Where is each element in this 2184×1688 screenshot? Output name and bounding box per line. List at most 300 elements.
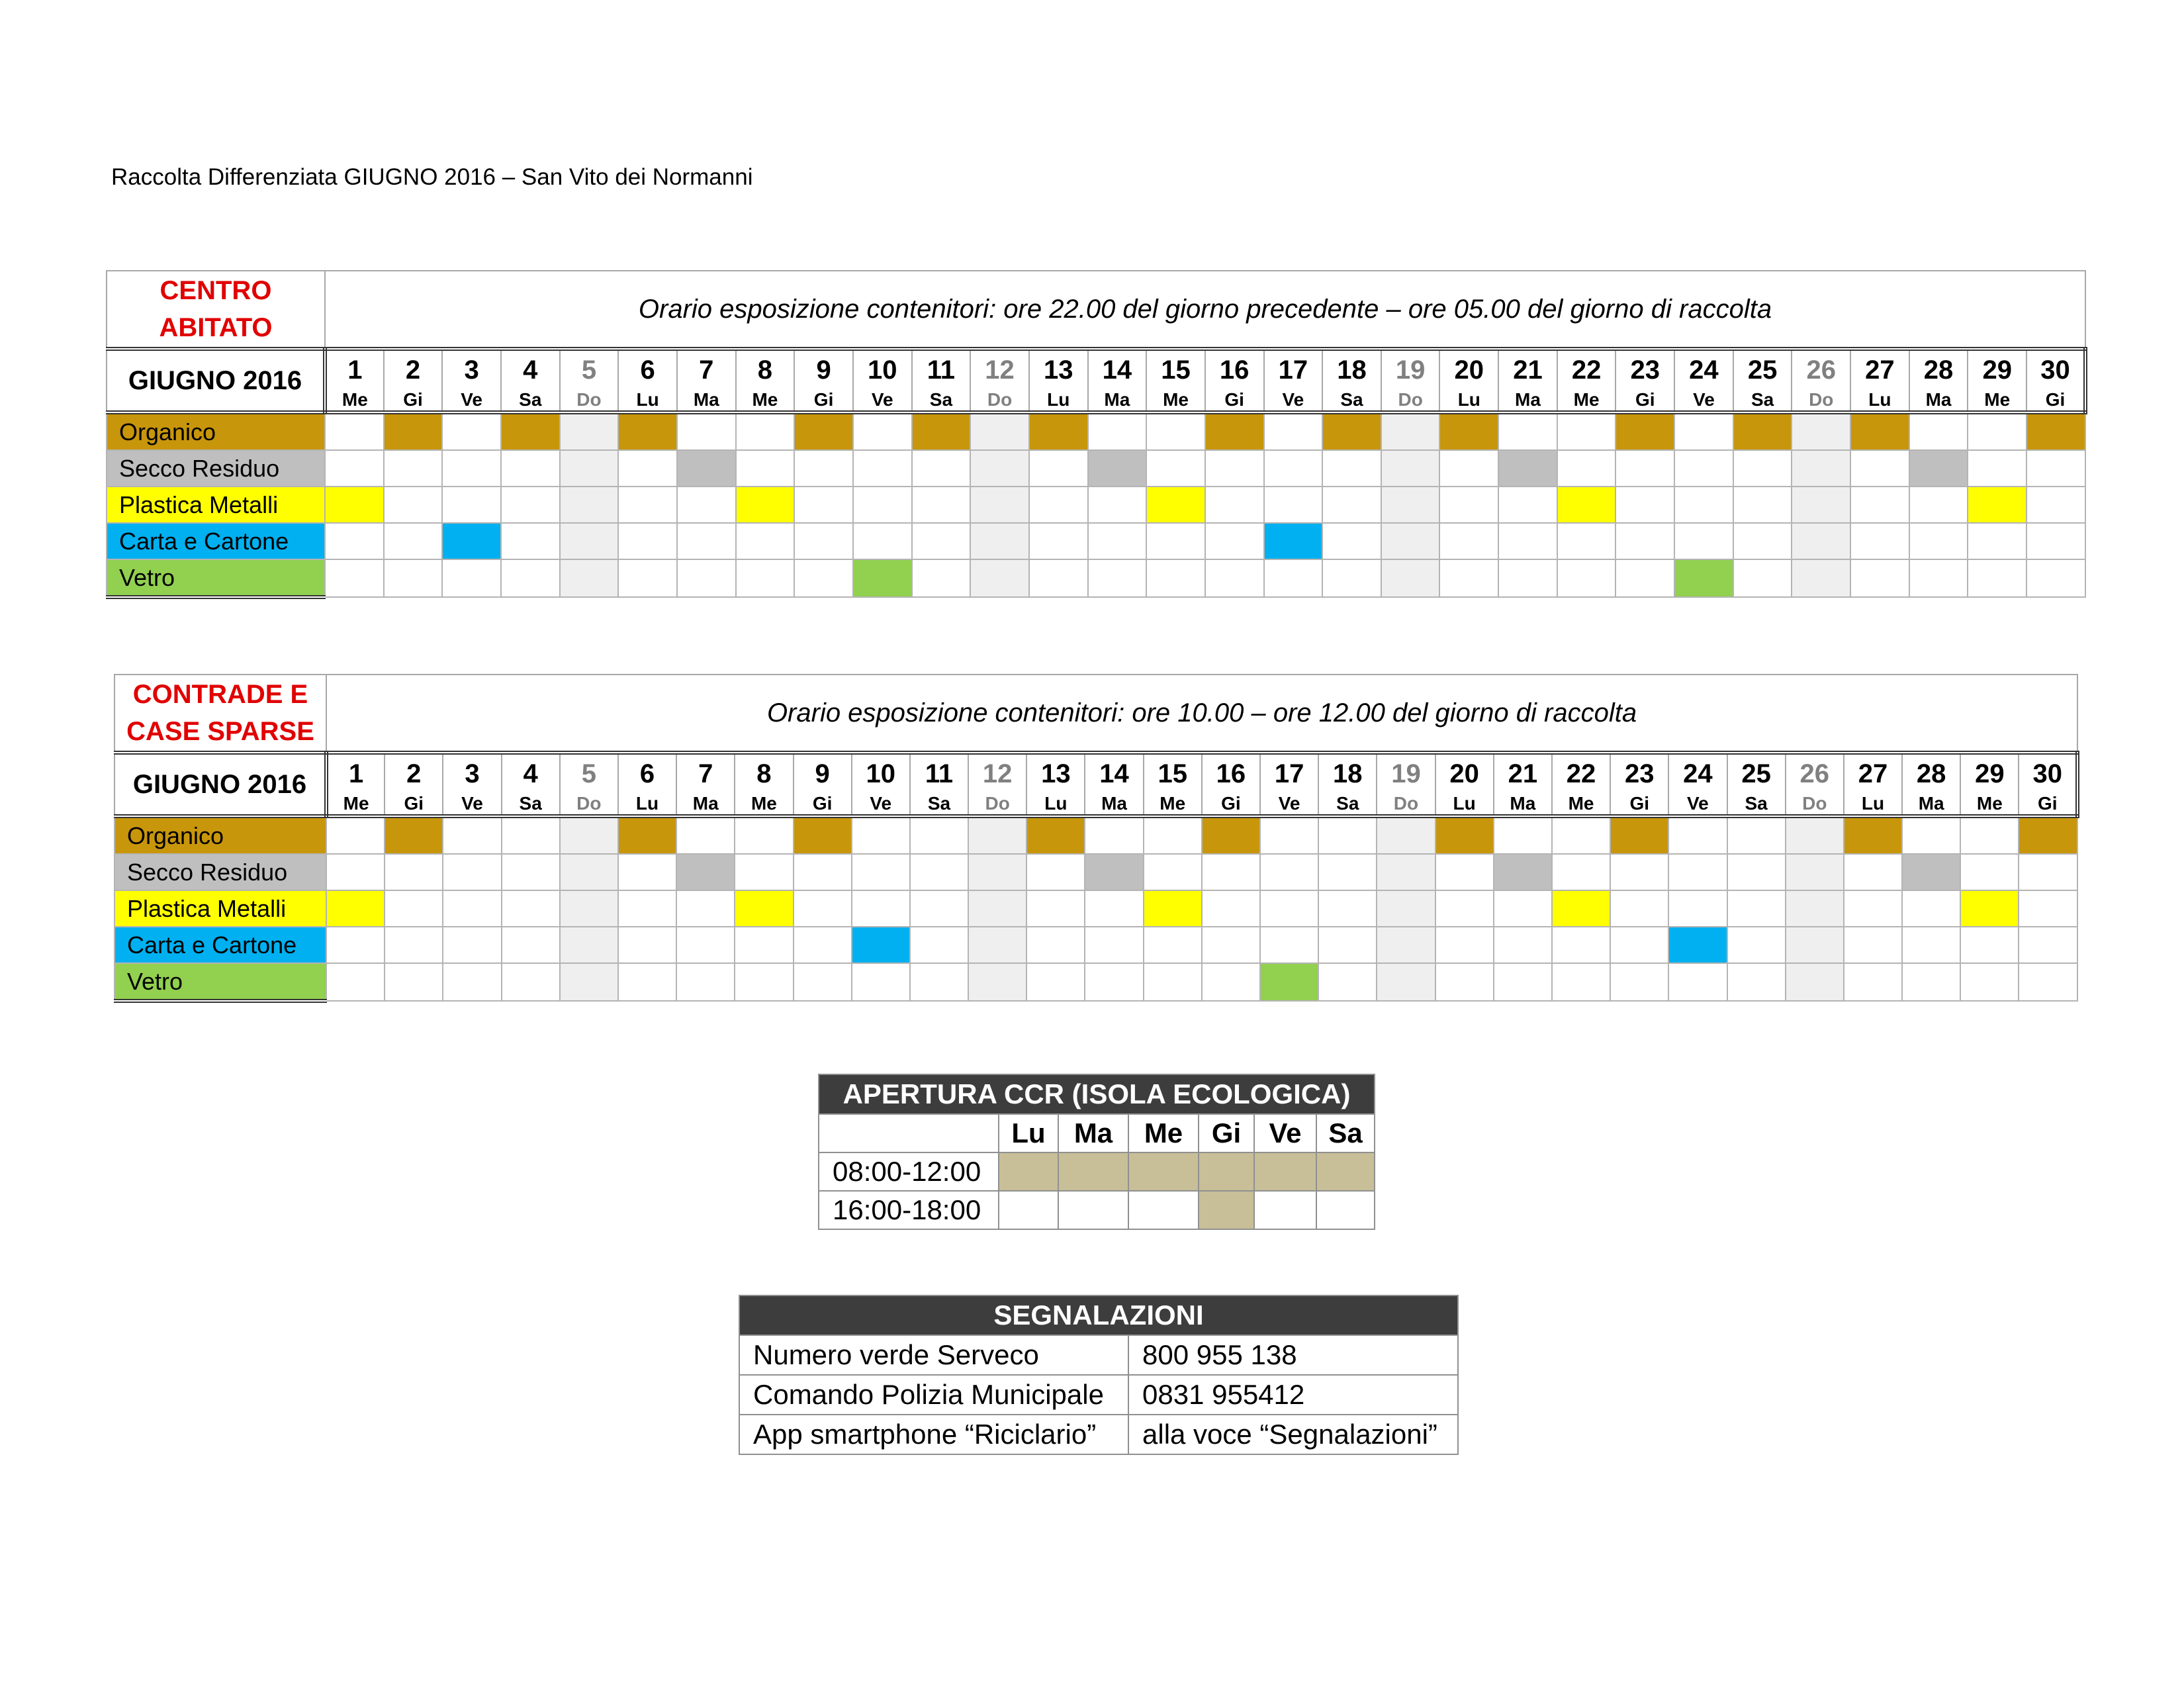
day-number: 12 — [970, 349, 1029, 389]
collection-day-cell — [1026, 816, 1085, 854]
calendar-cell — [1088, 559, 1147, 597]
weekday-label: Gi — [1205, 389, 1264, 412]
calendar-cell — [1552, 816, 1610, 854]
day-number: 11 — [910, 753, 968, 793]
day-number: 24 — [1668, 753, 1727, 793]
calendar-cell — [384, 523, 443, 559]
day-number: 24 — [1674, 349, 1733, 389]
calendar-cell — [1381, 412, 1440, 450]
weekday-label: Lu — [1026, 793, 1085, 816]
collection-day-cell — [852, 927, 910, 963]
day-number: 16 — [1202, 753, 1260, 793]
calendar-cell — [1615, 559, 1674, 597]
day-number: 9 — [794, 349, 853, 389]
calendar-cell — [1318, 927, 1377, 963]
weekday-label: Lu — [618, 793, 676, 816]
collection-day-cell — [1960, 890, 2019, 927]
calendar-cell — [910, 927, 968, 963]
calendar-cell — [1318, 963, 1377, 1001]
calendar-cell — [501, 450, 560, 487]
calendar-cell — [2019, 963, 2077, 1001]
collection-day-cell — [501, 412, 560, 450]
day-number: 22 — [1557, 349, 1616, 389]
day-number: 21 — [1498, 349, 1557, 389]
calendar-cell — [1205, 559, 1264, 597]
day-number: 15 — [1146, 349, 1205, 389]
collection-day-cell — [1085, 854, 1143, 890]
category-row — [107, 523, 2085, 559]
calendar-cell — [1786, 963, 1844, 1001]
calendar-cell — [1377, 963, 1435, 1001]
day-number: 8 — [736, 349, 795, 389]
calendar-cell — [736, 559, 795, 597]
calendar-cell — [1381, 487, 1440, 523]
calendar-cell — [794, 523, 853, 559]
day-number: 20 — [1439, 349, 1498, 389]
calendar-cell — [968, 854, 1026, 890]
calendar-cell — [968, 963, 1026, 1001]
zone-title-line-2: CASE SPARSE — [126, 717, 314, 746]
calendar-cell — [2026, 450, 2085, 487]
day-number: 7 — [676, 753, 735, 793]
calendar-cell — [1615, 487, 1674, 523]
calendar-cell — [1435, 890, 1494, 927]
day-number: 28 — [1909, 349, 1968, 389]
calendar-cell — [677, 412, 736, 450]
collection-day-cell — [736, 487, 795, 523]
calendar-cell — [677, 559, 736, 597]
weekday-label: Ve — [1668, 793, 1727, 816]
calendar-cell — [1727, 963, 1786, 1001]
calendar-cell — [970, 487, 1029, 523]
calendar-cell — [1557, 523, 1616, 559]
calendar-cell — [443, 854, 501, 890]
calendar-cell — [912, 487, 971, 523]
ccr-closed-cell — [999, 1191, 1058, 1229]
weekday-label: Sa — [1318, 793, 1377, 816]
day-number: 13 — [1026, 753, 1085, 793]
calendar-cell — [794, 927, 852, 963]
collection-day-cell — [326, 890, 385, 927]
collection-day-cell — [1088, 450, 1147, 487]
calendar-cell — [442, 487, 501, 523]
calendar-cell — [1205, 487, 1264, 523]
collection-day-cell — [2019, 816, 2077, 854]
ccr-closed-cell — [1058, 1191, 1128, 1229]
category-label: Vetro — [114, 963, 326, 1001]
category-label: Carta e Cartone — [107, 523, 325, 559]
calendar-cell — [502, 927, 560, 963]
collection-day-cell — [1202, 816, 1260, 854]
category-label: Plastica Metalli — [107, 487, 325, 523]
calendar-cell — [560, 412, 619, 450]
ccr-day-label: Lu — [999, 1114, 1058, 1152]
day-number: 25 — [1733, 349, 1792, 389]
calendar-cell — [1674, 450, 1733, 487]
ccr-open-cell — [1199, 1191, 1254, 1229]
calendar-cell — [1377, 890, 1435, 927]
weekday-label: Me — [1144, 793, 1202, 816]
collection-day-cell — [676, 854, 735, 890]
calendar-cell — [1844, 890, 1902, 927]
calendar-cell — [1786, 890, 1844, 927]
calendar-cell — [853, 412, 912, 450]
calendar-cell — [1494, 890, 1552, 927]
day-number: 19 — [1381, 349, 1440, 389]
calendar-cell — [560, 963, 618, 1001]
calendar-cell — [910, 854, 968, 890]
calendar-cell — [2026, 523, 2085, 559]
collection-day-cell — [794, 412, 853, 450]
calendar-cell — [560, 927, 618, 963]
category-row — [107, 559, 2085, 597]
calendar-cell — [326, 854, 385, 890]
weekday-label: Gi — [2019, 793, 2077, 816]
ccr-time-slot: 08:00-12:00 — [819, 1152, 999, 1191]
day-number: 4 — [501, 349, 560, 389]
weekday-label: Lu — [1439, 389, 1498, 412]
weekday-label: Ma — [1494, 793, 1552, 816]
calendar-cell — [1322, 450, 1381, 487]
day-number: 1 — [325, 349, 384, 389]
ccr-open-cell — [999, 1152, 1058, 1191]
calendar-cell — [1674, 523, 1733, 559]
calendar-cell — [1960, 816, 2019, 854]
collection-day-cell — [1968, 487, 2026, 523]
calendar-cell — [1439, 487, 1498, 523]
calendar-cell — [1377, 854, 1435, 890]
weekday-label: Ma — [1498, 389, 1557, 412]
collection-day-cell — [1205, 412, 1264, 450]
month-label: GIUGNO 2016 — [107, 349, 325, 412]
calendar-cell — [385, 890, 443, 927]
ccr-day-label: Me — [1128, 1114, 1199, 1152]
collection-day-cell — [1557, 487, 1616, 523]
weekday-label: Sa — [1733, 389, 1792, 412]
calendar-cell — [618, 927, 676, 963]
zone-title — [114, 675, 326, 753]
calendar-cell — [736, 412, 795, 450]
segnalazioni-table — [739, 1295, 1459, 1455]
calendar-cell — [384, 559, 443, 597]
calendar-cell — [677, 523, 736, 559]
calendar-cell — [1668, 963, 1727, 1001]
calendar-cell — [385, 927, 443, 963]
collection-day-cell — [1264, 523, 1323, 559]
calendar-cell — [676, 963, 735, 1001]
calendar-cell — [501, 559, 560, 597]
ccr-open-cell — [1058, 1152, 1128, 1191]
category-label: Vetro — [107, 559, 325, 597]
day-number: 22 — [1552, 753, 1610, 793]
calendar-cell — [502, 890, 560, 927]
calendar-cell — [1377, 927, 1435, 963]
calendar-cell — [2019, 890, 2077, 927]
calendar-cell — [1264, 559, 1323, 597]
calendar-cell — [1439, 523, 1498, 559]
calendar-cell — [1146, 559, 1205, 597]
zone-title-line-1: CENTRO — [159, 276, 272, 305]
weekday-label: Ma — [676, 793, 735, 816]
calendar-cell — [1733, 450, 1792, 487]
category-label: Carta e Cartone — [114, 927, 326, 963]
calendar-cell — [325, 523, 384, 559]
calendar-cell — [1844, 927, 1902, 963]
ccr-day-label: Gi — [1199, 1114, 1254, 1152]
collection-day-cell — [912, 412, 971, 450]
calendar-cell — [1088, 523, 1147, 559]
calendar-cell — [1494, 927, 1552, 963]
weekday-label: Me — [1146, 389, 1205, 412]
collection-day-cell — [1435, 816, 1494, 854]
calendar-cell — [1792, 450, 1850, 487]
category-row — [114, 816, 2077, 854]
calendar-cell — [1029, 450, 1088, 487]
day-number: 29 — [1960, 753, 2019, 793]
calendar-cell — [618, 963, 676, 1001]
calendar-cell — [794, 890, 852, 927]
day-number: 10 — [852, 753, 910, 793]
calendar-cell — [794, 487, 853, 523]
day-number: 30 — [2019, 753, 2077, 793]
day-number: 25 — [1727, 753, 1786, 793]
calendar-cell — [1557, 559, 1616, 597]
calendar-cell — [325, 412, 384, 450]
category-row — [107, 487, 2085, 523]
calendar-cell — [1085, 963, 1143, 1001]
calendar-cell — [1264, 412, 1323, 450]
category-row — [114, 854, 2077, 890]
calendar-cell — [970, 523, 1029, 559]
calendar-cell — [1850, 487, 1909, 523]
day-number: 23 — [1610, 753, 1668, 793]
calendar-cell — [2026, 559, 2085, 597]
collection-day-cell — [1029, 412, 1088, 450]
calendar-cell — [1786, 927, 1844, 963]
month-label: GIUGNO 2016 — [114, 753, 326, 816]
category-row — [114, 890, 2077, 927]
calendar-cell — [443, 816, 501, 854]
weekday-label: Do — [1786, 793, 1844, 816]
calendar-cell — [442, 450, 501, 487]
weekday-label: Gi — [385, 793, 443, 816]
calendar-cell — [1205, 450, 1264, 487]
calendar-cell — [1902, 890, 1960, 927]
weekday-label: Me — [1960, 793, 2019, 816]
ccr-opening-hours — [818, 1074, 1375, 1230]
weekday-label: Ve — [1260, 793, 1318, 816]
calendar-cell — [1552, 963, 1610, 1001]
segnalazioni-label: App smartphone “Riciclario” — [739, 1415, 1128, 1454]
day-number: 27 — [1850, 349, 1909, 389]
calendar-cell — [1960, 963, 2019, 1001]
calendar-cell — [560, 816, 618, 854]
calendar-cell — [852, 854, 910, 890]
calendar-cell — [1727, 816, 1786, 854]
calendar-cell — [1322, 523, 1381, 559]
calendar-cell — [1144, 854, 1202, 890]
calendar-cell — [1727, 854, 1786, 890]
collection-day-cell — [1909, 450, 1968, 487]
ccr-slot-row — [819, 1191, 1375, 1229]
calendar-cell — [1850, 450, 1909, 487]
calendar-cell — [1902, 816, 1960, 854]
calendar-cell — [1026, 963, 1085, 1001]
weekday-label: Lu — [1850, 389, 1909, 412]
calendar-cell — [1435, 927, 1494, 963]
calendar-cell — [1557, 412, 1616, 450]
day-number: 5 — [560, 349, 619, 389]
calendar-cell — [1377, 816, 1435, 854]
day-number: 19 — [1377, 753, 1435, 793]
collection-day-cell — [618, 412, 677, 450]
document-title: Raccolta Differenziata GIUGNO 2016 – San Vito dei Normanni — [111, 164, 753, 190]
weekday-label: Ma — [1085, 793, 1143, 816]
calendar-cell — [676, 816, 735, 854]
calendar-cell — [618, 890, 676, 927]
day-number: 4 — [502, 753, 560, 793]
calendar-cell — [1668, 854, 1727, 890]
calendar-cell — [1610, 963, 1668, 1001]
calendar-cell — [910, 963, 968, 1001]
calendar-cell — [1968, 559, 2026, 597]
day-number: 26 — [1786, 753, 1844, 793]
calendar-cell — [1085, 890, 1143, 927]
calendar-cell — [1085, 927, 1143, 963]
calendar-cell — [1615, 523, 1674, 559]
weekday-label: Do — [560, 793, 618, 816]
day-number: 6 — [618, 753, 676, 793]
weekday-label: Gi — [794, 793, 852, 816]
weekday-label: Sa — [912, 389, 971, 412]
day-number: 17 — [1260, 753, 1318, 793]
weekday-label: Sa — [1322, 389, 1381, 412]
calendar-cell — [1264, 450, 1323, 487]
calendar-cell — [736, 523, 795, 559]
calendar-cell — [560, 487, 619, 523]
calendar-cell — [1786, 816, 1844, 854]
calendar-cell — [1322, 487, 1381, 523]
calendar-cell — [1322, 559, 1381, 597]
weekday-label: Me — [326, 793, 385, 816]
ccr-time-slot: 16:00-18:00 — [819, 1191, 999, 1229]
calendar-cell — [1029, 523, 1088, 559]
calendar-cell — [1850, 559, 1909, 597]
day-number: 2 — [385, 753, 443, 793]
weekday-label: Do — [970, 389, 1029, 412]
calendar-cell — [1439, 450, 1498, 487]
day-number: 17 — [1264, 349, 1323, 389]
calendar-cell — [1435, 963, 1494, 1001]
schedule-contrade-case-sparse — [114, 674, 2079, 1003]
weekday-label: Me — [735, 793, 793, 816]
calendar-cell — [1792, 523, 1850, 559]
day-number: 27 — [1844, 753, 1902, 793]
ccr-corner — [819, 1114, 999, 1152]
calendar-cell — [735, 816, 793, 854]
calendar-cell — [1610, 890, 1668, 927]
calendar-cell — [1318, 854, 1377, 890]
weekday-label: Me — [1557, 389, 1616, 412]
day-number: 13 — [1029, 349, 1088, 389]
calendar-cell — [1960, 927, 2019, 963]
weekday-label: Sa — [1727, 793, 1786, 816]
day-number: 8 — [735, 753, 793, 793]
calendar-cell — [1029, 559, 1088, 597]
weekday-label: Sa — [501, 389, 560, 412]
weekday-label: Do — [968, 793, 1026, 816]
weekday-label: Me — [1968, 389, 2026, 412]
collection-day-cell — [677, 450, 736, 487]
weekday-label: Ve — [1674, 389, 1733, 412]
calendar-cell — [735, 854, 793, 890]
calendar-cell — [326, 927, 385, 963]
collection-day-cell — [1615, 412, 1674, 450]
calendar-cell — [1318, 890, 1377, 927]
calendar-cell — [1144, 927, 1202, 963]
weekday-label: Ve — [852, 793, 910, 816]
segnalazioni-row — [739, 1335, 1458, 1375]
ccr-closed-cell — [1128, 1191, 1199, 1229]
calendar-cell — [1435, 854, 1494, 890]
calendar-cell — [1260, 890, 1318, 927]
weekday-label: Ve — [1264, 389, 1323, 412]
calendar-cell — [1498, 487, 1557, 523]
calendar-cell — [1381, 559, 1440, 597]
calendar-cell — [1088, 487, 1147, 523]
day-number: 18 — [1322, 349, 1381, 389]
category-row — [107, 412, 2085, 450]
calendar-cell — [852, 816, 910, 854]
calendar-cell — [1786, 854, 1844, 890]
category-label: Secco Residuo — [114, 854, 326, 890]
day-number: 3 — [442, 349, 501, 389]
calendar-cell — [442, 559, 501, 597]
calendar-cell — [1909, 523, 1968, 559]
weekday-label: Gi — [794, 389, 853, 412]
day-number: 15 — [1144, 753, 1202, 793]
calendar-cell — [1902, 963, 1960, 1001]
ccr-title: APERTURA CCR (ISOLA ECOLOGICA) — [819, 1074, 1375, 1114]
calendar-cell — [1674, 412, 1733, 450]
calendar-cell — [1727, 927, 1786, 963]
calendar-cell — [970, 450, 1029, 487]
calendar-cell — [1909, 412, 1968, 450]
weekday-label: Do — [560, 389, 619, 412]
calendar-cell — [1029, 487, 1088, 523]
collection-day-cell — [1439, 412, 1498, 450]
weekday-label: Gi — [384, 389, 443, 412]
segnalazioni-value: 800 955 138 — [1128, 1335, 1458, 1375]
calendar-cell — [677, 487, 736, 523]
weekday-label: Lu — [618, 389, 677, 412]
segnalazioni-row — [739, 1415, 1458, 1454]
weekday-label: Gi — [1615, 389, 1674, 412]
calendar-cell — [970, 412, 1029, 450]
calendar-cell — [1260, 854, 1318, 890]
calendar-cell — [560, 450, 619, 487]
calendar-cell — [443, 927, 501, 963]
collection-day-cell — [1322, 412, 1381, 450]
calendar-cell — [1727, 890, 1786, 927]
calendar-cell — [325, 559, 384, 597]
calendar-cell — [852, 890, 910, 927]
ccr-closed-cell — [1254, 1191, 1316, 1229]
calendar-cell — [970, 559, 1029, 597]
segnalazioni-label: Numero verde Serveco — [739, 1335, 1128, 1375]
weekday-label: Me — [1552, 793, 1610, 816]
collection-day-cell — [442, 523, 501, 559]
